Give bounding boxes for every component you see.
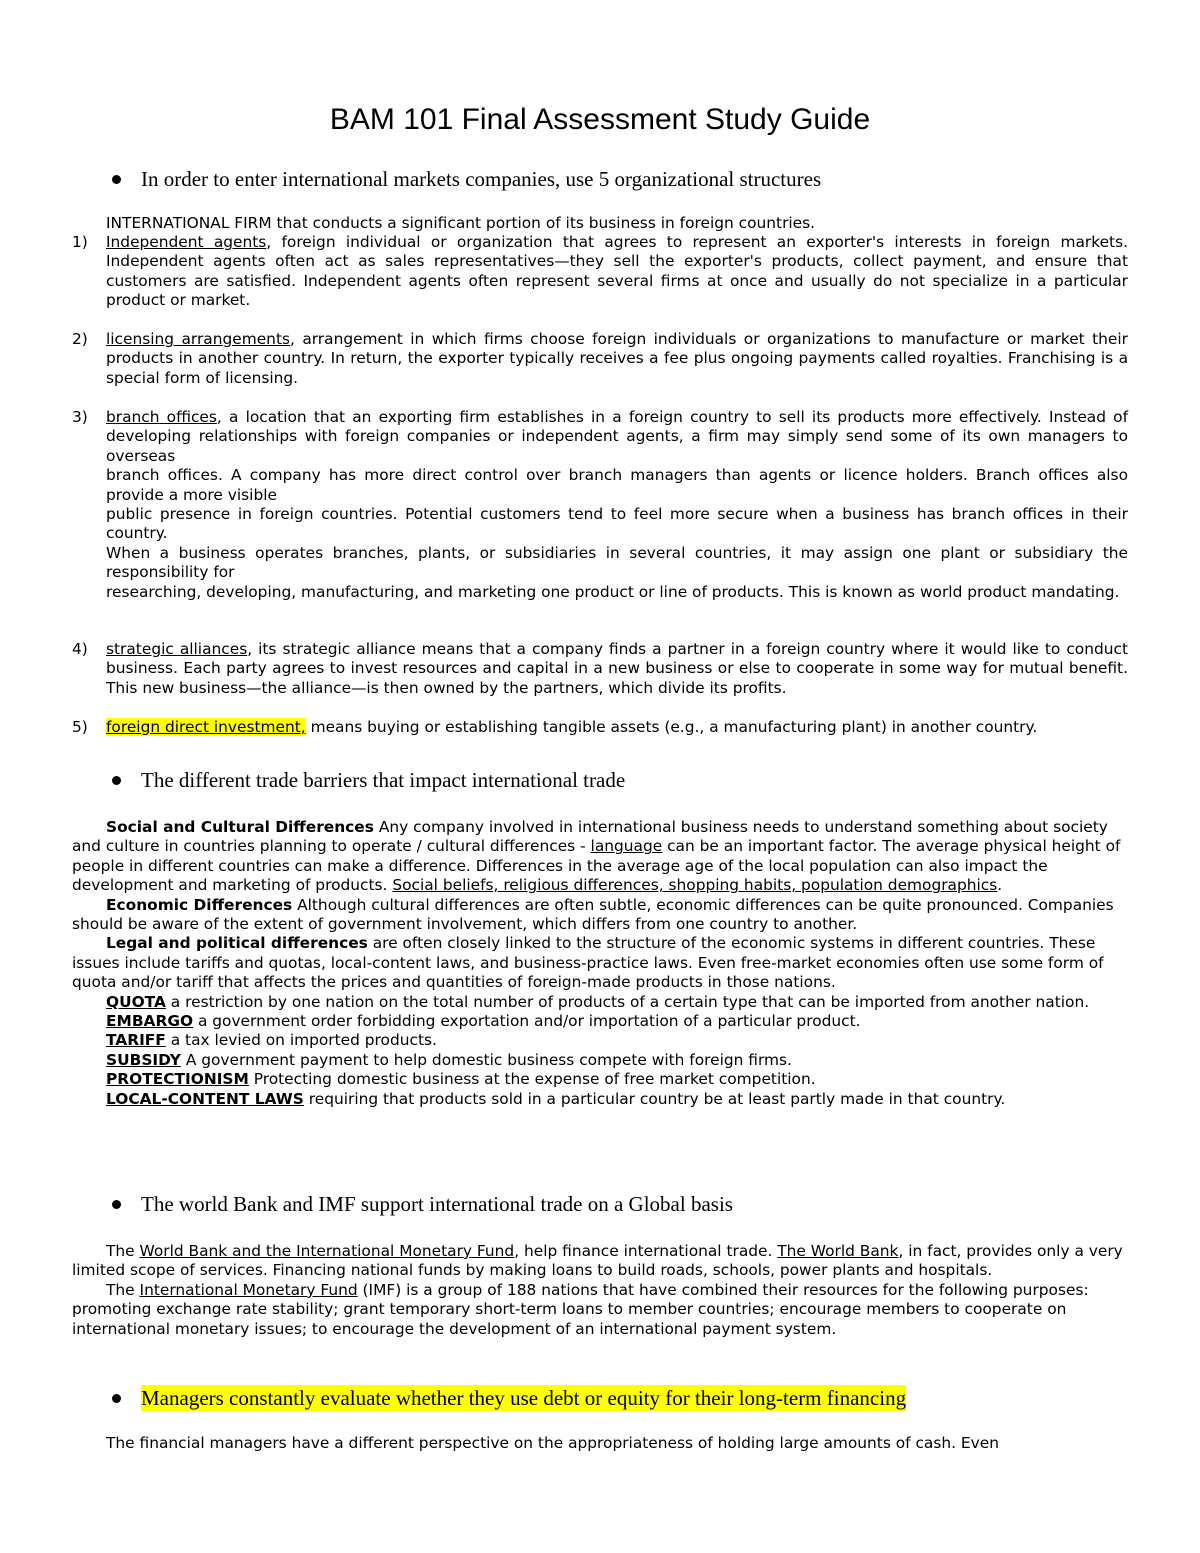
worldbank-block: The World Bank and the International Monetary Fund, help finance international trade. The World Bank, in fact, provides only a very limited scope of services. Financing national funds by making loans to build roads, schools, power plants and hospitals. The International Monetary Fund (IMF) is a group of 188 nations that have combined their resources for the following purposes: promoting exchange rate stability; grant temporary short-term loans to member countries; encourage members to cooperate on international monetary issues; to encourage the development of an international payment system. [72,1242,1123,1338]
social-beliefs-term: Social beliefs, religious differences, shopping habits, population demographics [392,876,998,895]
embargo-heading: EMBARGO [106,1012,194,1031]
bullet-text: In order to enter international markets companies, use 5 organizational structures [141,167,822,191]
item-body [106,640,1128,698]
item-line: branch offices. A company has more direct control over branch managers than agents or licence holders. Branch offices also provide a more visible [106,466,1128,504]
closing-paragraph: The financial managers have a different perspective on the appropriateness of holding large amounts of cash. Even [106,1434,999,1452]
item-body [106,718,1128,737]
worldbank-term: The World Bank [777,1242,899,1260]
item-body [106,233,1128,311]
item-text: , a location that an exporting firm establishes in a foreign country to sell its products more effectively. Instead of developing relationships with foreign companies or independent agents, a firm may simply send some of its own managers to overseas [106,408,1128,465]
bullet-dot-icon [112,1394,121,1403]
quota-heading: QUOTA [106,992,166,1011]
item-number: 1) [72,233,88,251]
bullet-text-highlighted: Managers constantly evaluate whether they use debt or equity for their long-term financing [141,1386,907,1410]
item-text: , arrangement in which firms choose foreign individuals or organizations to manufacture or market their products in another country. In return, the exporter typically receives a fee plus ongoing payments called royalties. Franchising is a special form of licensing. [106,330,1128,387]
protectionism-heading: PROTECTIONISM [106,1070,249,1089]
item-text: means buying or establishing tangible assets (e.g., a manufacturing plant) in another country. [305,718,1038,736]
trade-barriers-block: Social and Cultural Differences Any company involved in international business needs to understand something about society and culture in countries planning to operate / cultural differences - language can be an important factor. The average physical height of people in different countries can make a difference. Differences in the average age of the local population can also impact the development and marketing of products. Social beliefs, religious differences, shopping habits, population demographics. Economic Differences Although cultural differences are often subtle, economic differences can be quite pronounced. Companies should be aware of the extent of government involvement, which differs from one country to another. Legal and political differences are often closely linked to the structure of the economic systems in different countries. These issues include tariffs and quotas, local-content laws, and business-practice laws. Even free-market economies often use some form of quota and/or tariff that affects the prices and quantities of foreign-made products in those nations. QUOTA a restriction by one nation on the total number of products of a certain type that can be imported from another nation. EMBARGO a government order forbidding exportation and/or importation of a particular product. TARIFF a tax levied on imported products. SUBSIDY A government payment to help domestic business compete with foreign firms. PROTECTIONISM Protecting domestic business at the expense of free market competition. LOCAL-CONTENT LAWS requiring that products sold in a particular country be at least partly made in that country. [72,818,1121,1108]
page-title: BAM 101 Final Assessment Study Guide [329,103,871,136]
item-number: 2) [72,330,88,348]
item-term: strategic alliances [106,640,248,658]
language-term: language [590,837,663,856]
intl-firm-definition: INTERNATIONAL FIRM that conducts a significant portion of its business in foreign countries. [106,214,816,232]
item-line: When a business operates branches, plants, or subsidiaries in several countries, it may assign one plant or subsidiary the responsibility for [106,543,1128,582]
item-body [106,330,1128,388]
bullet-text: The world Bank and IMF support international trade on a Global basis [141,1192,733,1216]
item-number: 3) [72,408,88,426]
subsidy-heading: SUBSIDY [106,1050,181,1069]
item-term: Independent agents [106,233,267,251]
item-number: 5) [72,718,88,736]
item-text: , foreign individual or organization that agrees to represent an exporter's interests in foreign markets. Independent agents often act as sales representatives—they sell the exporter's products, collect payment, and ensure that customers are satisfied. Independent agents often represent several firms at once and usually do not specialize in a particular product or market. [106,233,1128,310]
legal-heading: Legal and political differences [106,934,368,953]
social-heading: Social and Cultural Differences [106,818,374,836]
item-line: researching, developing, manufacturing, and marketing one product or line of products. This is known as world product mandating. [106,582,1120,601]
item-body [106,408,1128,602]
bullet-text: The different trade barriers that impact international trade [141,768,626,792]
worldbank-imf-term: World Bank and the International Monetary Fund [139,1242,515,1260]
item-text: , its strategic alliance means that a company finds a partner in a foreign country where it would like to conduct business. Each party agrees to invest resources and capital in a new business or else to cooperate in some way for mutual benefit. This new business—the alliance—is then owned by the partners, which divide its profits. [106,640,1128,697]
imf-term: International Monetary Fund [139,1280,358,1299]
economic-heading: Economic Differences [106,895,293,914]
item-term-highlighted: foreign direct investment, [106,718,306,736]
local-content-heading: LOCAL-CONTENT LAWS [106,1089,304,1108]
tariff-heading: TARIFF [106,1031,166,1050]
item-term: licensing arrangements [106,330,290,348]
bullet-dot-icon [112,776,121,785]
item-term: branch offices [106,408,217,426]
bullet-dot-icon [112,1200,121,1209]
item-line: public presence in foreign countries. Potential customers tend to feel more secure when a business has branch offices in their country. [106,505,1128,543]
item-number: 4) [72,640,88,658]
bullet-dot-icon [112,175,121,184]
